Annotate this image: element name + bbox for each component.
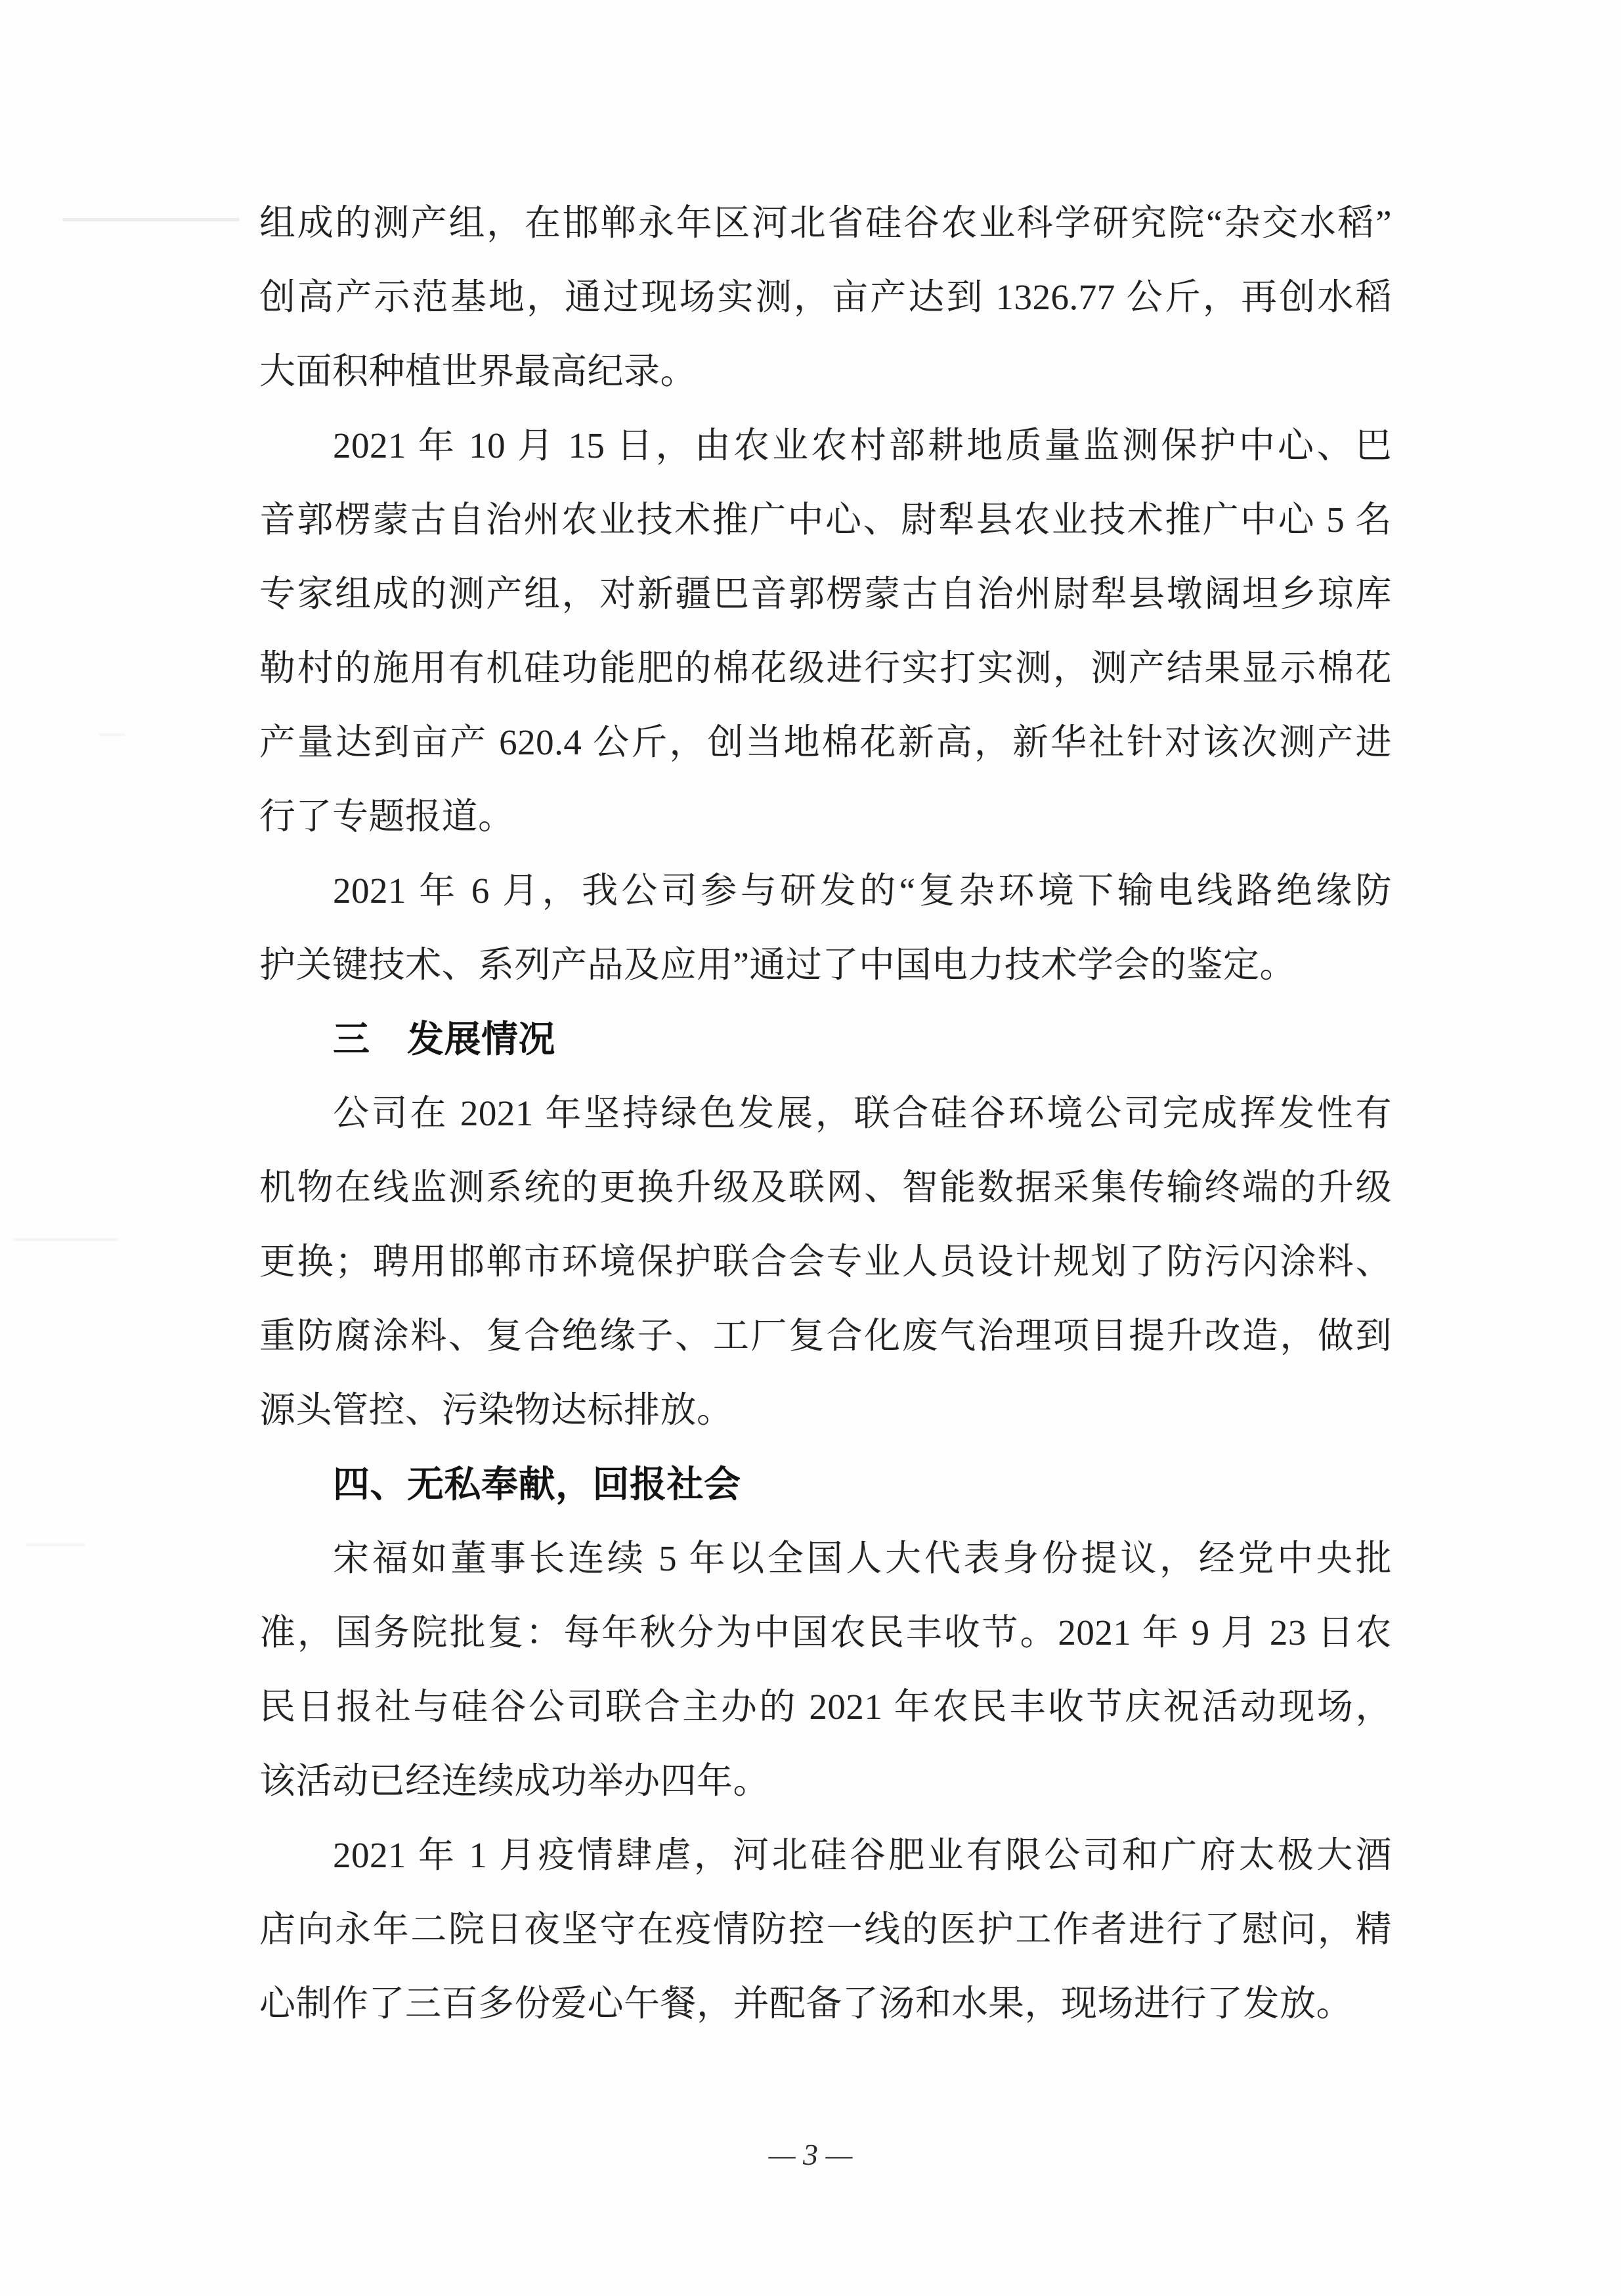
text-line: 行了专题报道。 [259, 796, 515, 836]
text-line: 心制作了三百多份爱心午餐，并配备了汤和水果，现场进行了发放。 [259, 1983, 1353, 2024]
document-text-block [259, 186, 1392, 2041]
text-line: 大面积种植世界最高纪录。 [259, 351, 697, 391]
text-line: 该活动已经连续成功举办四年。 [259, 1761, 770, 1801]
text-line: 源头管控、污染物达标排放。 [259, 1390, 733, 1430]
text-line: 更换；聘用邯郸市环境保护联合会专业人员设计规划了防污闪涂料、 [259, 1242, 1392, 1282]
scan-artifact [26, 1543, 85, 1546]
text-line: 民日报社与硅谷公司联合主办的 2021 年农民丰收节庆祝活动现场， [259, 1687, 1392, 1727]
text-line: 勒村的施用有机硅功能肥的棉花级进行实打实测，测产结果显示棉花 [259, 648, 1392, 688]
scan-artifact [98, 733, 125, 736]
text-line: 重防腐涂料、复合绝缘子、工厂复合化废气治理项目提升改造，做到 [259, 1316, 1392, 1356]
text-line: 护关键技术、系列产品及应用”通过了中国电力技术学会的鉴定。 [259, 945, 1296, 985]
text-line: 2021 年 10 月 15 日，由农业农村部耕地质量监测保护中心、巴 [333, 425, 1392, 466]
section-heading: 四、无私奉献，回报社会 [333, 1463, 741, 1505]
text-line: 机物在线监测系统的更换升级及联网、智能数据采集传输终端的升级 [259, 1167, 1392, 1207]
text-line: 宋福如董事长连续 5 年以全国人大代表身份提议，经党中央批 [333, 1538, 1392, 1578]
text-line: 音郭楞蒙古自治州农业技术推广中心、尉犁县农业技术推广中心 5 名 [259, 500, 1392, 540]
text-line: 准，国务院批复：每年秋分为中国农民丰收节。2021 年 9 月 23 日农 [259, 1613, 1392, 1653]
text-line: 组成的测产组，在邯郸永年区河北省硅谷农业科学研究院“杂交水稻” [259, 203, 1392, 243]
text-line: 公司在 2021 年坚持绿色发展，联合硅谷环境公司完成挥发性有 [333, 1093, 1392, 1133]
section-heading: 三 发展情况 [333, 1018, 555, 1060]
text-line: 专家组成的测产组，对新疆巴音郭楞蒙古自治州尉犁县墩阔坦乡琼库 [259, 574, 1392, 614]
text-line: 2021 年 1 月疫情肆虐，河北硅谷肥业有限公司和广府太极大酒 [333, 1835, 1392, 1875]
text-line: 2021 年 6 月，我公司参与研发的“复杂环境下输电线路绝缘防 [333, 871, 1392, 911]
text-line: 店向永年二院日夜坚守在疫情防控一线的医护工作者进行了慰问，精 [259, 1909, 1392, 1949]
scan-artifact [62, 218, 240, 221]
text-line: 创高产示范基地，通过现场实测，亩产达到 1326.77 公斤，再创水稻 [259, 277, 1392, 317]
page-number: — 3 — [768, 2138, 853, 2171]
text-line: 产量达到亩产 620.4 公斤，创当地棉花新高，新华社针对该次测产进 [259, 722, 1392, 762]
scan-artifact [13, 1238, 118, 1241]
